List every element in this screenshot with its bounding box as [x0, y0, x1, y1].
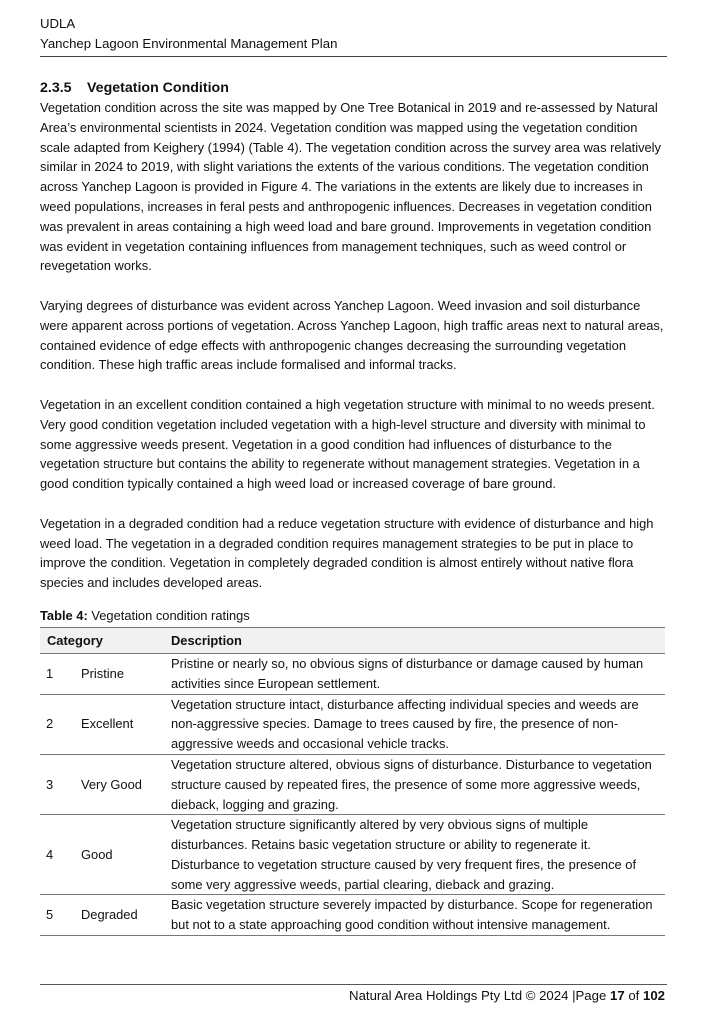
footer-page-total: 102 [642, 988, 665, 1003]
section-number: 2.3.5 [40, 80, 72, 96]
row-number: 1 [40, 653, 75, 694]
row-description: Vegetation structure significantly altered by very obvious signs of multiple disturbances. Retains basic vegetation structure or ability to regenerate it. Disturbance to vegetation structure caused by very frequent fires, the presence of some very aggressive weeds, partial clearing, dieback and grazing. [163, 815, 665, 895]
table-row [40, 694, 665, 754]
paragraph: Vegetation in an excellent condition contained a high vegetation structure with minimal to no weeds present. Very good condition vegetation included vegetation with a high-level structure and diversity with minimal to some aggressive weeds present. Vegetation in a good condition had influences of disturbance to the vegetation structure but contains the ability to regenerate without management strategies. Vegetation in a good condition typically contained a high weed load or increased coverage of bare ground. [40, 396, 655, 492]
header-org: UDLA [40, 16, 76, 31]
row-category: Pristine [75, 653, 163, 694]
row-category: Good [75, 815, 163, 895]
header-category: Category [40, 627, 163, 653]
table-row [40, 754, 665, 814]
table-caption-label: Table 4: [40, 607, 88, 623]
header-description: Description [163, 627, 665, 653]
footer-of: of [624, 988, 643, 1003]
table-row [40, 815, 665, 895]
page-header [40, 14, 667, 54]
footer-company: Natural Area Holdings Pty Ltd © 2024 |Page [349, 988, 610, 1003]
row-description: Basic vegetation structure severely impacted by disturbance. Scope for regeneration but not to a state approaching good condition without intensive management. [163, 895, 665, 936]
table-caption [40, 607, 667, 625]
paragraph: Varying degrees of disturbance was evident across Yanchep Lagoon. Weed invasion and soil disturbance were apparent across portions of vegetation. Across Yanchep Lagoon, high traffic areas next to natural areas, contained evidence of edge effects with anthropogenic changes decreasing the surrounding vegetation condition. These high traffic areas include formalised and informal tracks. [40, 297, 664, 373]
row-description: Pristine or nearly so, no obvious signs of disturbance or damage caused by human activities since European settlement. [163, 653, 665, 694]
row-number: 4 [40, 815, 75, 895]
table-row [40, 895, 665, 936]
row-description: Vegetation structure intact, disturbance affecting individual species and weeds are non-aggressive species. Damage to trees caused by fire, the presence of non-aggressive weeds and occasional vehicle tracks. [163, 694, 665, 754]
row-number: 2 [40, 694, 75, 754]
footer-divider [40, 984, 667, 985]
paragraph: Vegetation condition across the site was mapped by One Tree Botanical in 2019 and re-assessed by Natural Area’s environmental scientists in 2024. Vegetation condition was mapped using the vegetation condition scale adapted from Keighery (1994) (Table 4). The vegetation condition across the survey area was relatively similar in 2024 to 2019, with slight variations the extents of the various conditions. The vegetation condition across Yanchep Lagoon is provided in Figure 4. The variations in the extents are likely due to increases in weed populations, increases in feral pests and anthropogenic influences. Decreases in vegetation condition was prevalent in areas containing a high weed load and bare ground. Improvements in vegetation condition was evident in vegetation containing influences from management techniques, such as weed control or revegetation works. [40, 100, 661, 274]
row-number: 5 [40, 895, 75, 936]
section-vegetation-condition [40, 78, 667, 936]
page-footer [349, 986, 665, 1006]
header-divider [40, 56, 667, 57]
vegetation-condition-table [40, 627, 665, 936]
row-category: Very Good [75, 754, 163, 814]
paragraph: Vegetation in a degraded condition had a reduce vegetation structure with evidence of disturbance and high weed load. The vegetation in a degraded condition requires management strategies to be put in place to improve the condition. Vegetation in completely degraded condition is almost entirely without native flora species and includes developed areas. [40, 515, 654, 591]
row-category: Degraded [75, 895, 163, 936]
table-caption-text: Vegetation condition ratings [87, 607, 250, 623]
row-number: 3 [40, 754, 75, 814]
table-header-row [40, 627, 665, 653]
section-heading [40, 78, 667, 98]
table-row [40, 653, 665, 694]
row-description: Vegetation structure altered, obvious signs of disturbance. Disturbance to vegetation structure caused by repeated fires, the presence of some more aggressive weeds, dieback, logging and grazing. [163, 754, 665, 814]
row-category: Excellent [75, 694, 163, 754]
header-doc-title: Yanchep Lagoon Environmental Management Plan [40, 36, 338, 51]
footer-page-current: 17 [609, 988, 625, 1003]
section-title: Vegetation Condition [87, 80, 229, 96]
